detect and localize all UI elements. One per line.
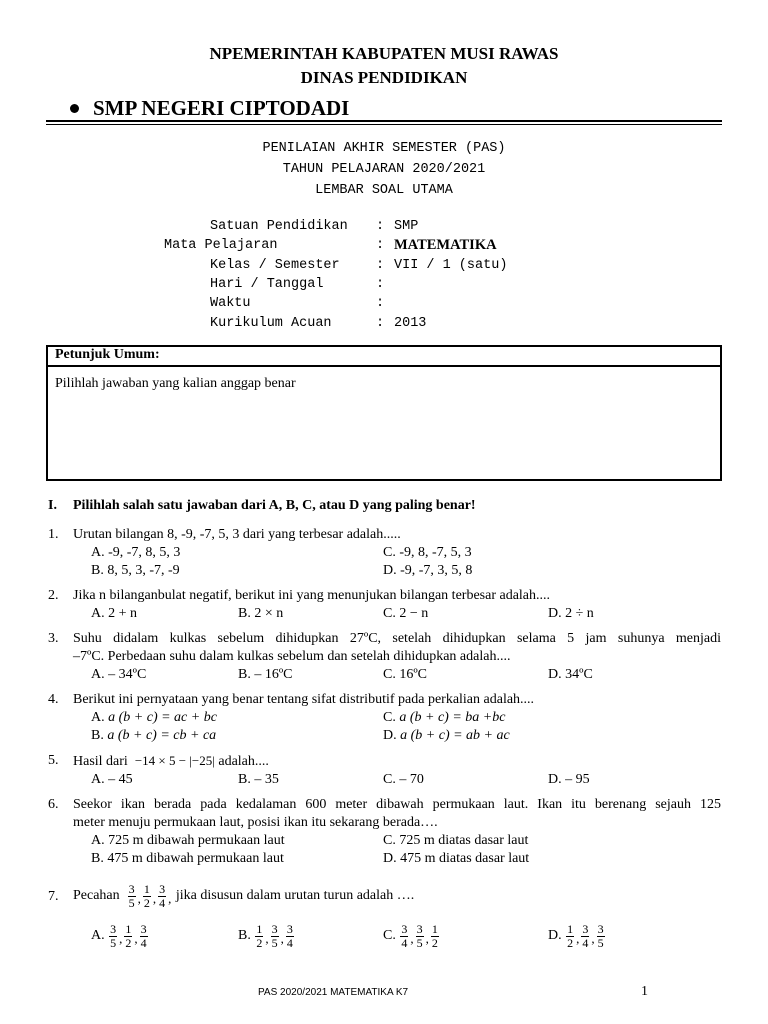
fraction-separator: , <box>168 891 172 907</box>
option-d: D. 475 m diatas dasar laut <box>383 851 530 866</box>
fraction-list <box>254 923 295 950</box>
footer-text: PAS 2020/2021 MATEMATIKA K7 <box>258 987 409 998</box>
identity-label: Satuan Pendidikan <box>210 219 348 234</box>
question-text: Jika n bilanganbulat negatif, berikut ini yang menunjukan bilangan terbesar adalah.... <box>73 588 551 603</box>
identity-label: Hari / Tanggal <box>210 277 324 292</box>
option-label: D. <box>548 928 562 943</box>
fraction-numerator: 3 <box>110 921 117 936</box>
fraction-numerator: 1 <box>431 921 438 936</box>
fraction-denominator: 4 <box>401 935 408 950</box>
option-a: A. -9, -7, 8, 5, 3 <box>91 545 181 560</box>
option-label: C. <box>383 928 396 943</box>
fraction-numerator: 3 <box>597 921 604 936</box>
option-label: B. <box>238 928 251 943</box>
fraction-numerator: 3 <box>159 881 166 896</box>
instructions-header-box <box>46 345 722 366</box>
fraction-numerator: 3 <box>128 881 135 896</box>
header-department: DINAS PENDIDIKAN <box>300 68 468 87</box>
exam-title: PENILAIAN AKHIR SEMESTER (PAS) <box>262 141 506 156</box>
fraction-denominator: 5 <box>110 935 117 950</box>
option-a: A. 2 + n <box>91 606 138 621</box>
option-c <box>383 709 505 727</box>
fraction <box>158 883 166 910</box>
fraction-denominator: 5 <box>416 935 423 950</box>
option-c <box>383 918 440 954</box>
fraction <box>255 923 263 950</box>
fraction-numerator: 1 <box>256 921 263 936</box>
fraction <box>431 923 439 950</box>
identity-colon: : <box>376 238 385 253</box>
fraction-denominator: 2 <box>567 935 574 950</box>
option-a: A. – 45 <box>91 772 133 787</box>
question-text <box>73 752 269 771</box>
option-d <box>548 918 606 954</box>
option-d: D. 2 ÷ n <box>548 606 594 621</box>
option-expression: a (b + c) = ba +bc <box>399 710 506 725</box>
option-d: D. -9, -7, 3, 5, 8 <box>383 563 473 578</box>
fraction-separator: , <box>119 931 123 947</box>
page-number: 1 <box>641 984 648 999</box>
option-d <box>383 727 510 745</box>
option-a: A. 725 m dibawah permukaan laut <box>91 833 285 848</box>
school-name-text: SMP NEGERI CIPTODADI <box>93 96 350 120</box>
fraction-denominator: 5 <box>597 935 604 950</box>
fraction-denominator: 2 <box>143 895 150 910</box>
option-c: C. -9, 8, -7, 5, 3 <box>383 545 472 560</box>
identity-label: Kelas / Semester <box>210 258 340 273</box>
bullet-icon <box>70 104 79 113</box>
instructions-text: Pilihlah jawaban yang kalian anggap benar <box>55 376 296 391</box>
option-expression: a (b + c) = ab + ac <box>400 728 510 743</box>
section-number: I. <box>48 498 57 513</box>
identity-value: 2013 <box>394 316 427 331</box>
identity-label: Kurikulum Acuan <box>210 316 332 331</box>
question-text: Urutan bilangan 8, -9, -7, 5, 3 dari yang terbesar adalah..... <box>73 527 401 542</box>
fraction <box>400 923 408 950</box>
fraction <box>581 923 589 950</box>
fraction <box>140 923 148 950</box>
question-number: 7. <box>48 889 59 904</box>
fraction-numerator: 1 <box>567 921 574 936</box>
question-number: 6. <box>48 797 59 812</box>
identity-colon: : <box>376 296 385 311</box>
option-b: B. 8, 5, 3, -7, -9 <box>91 563 180 578</box>
option-d: D. – 95 <box>548 772 590 787</box>
fraction-separator: , <box>152 891 157 907</box>
header-divider <box>46 120 722 122</box>
option-b <box>91 727 216 745</box>
fraction-numerator: 3 <box>401 921 408 936</box>
option-b <box>238 918 295 954</box>
fraction-denominator: 2 <box>256 935 263 950</box>
question-text: Berikut ini pernyataan yang benar tentang sifat distributif pada perkalian adalah.... <box>73 692 535 707</box>
identity-label: Waktu <box>210 296 251 311</box>
question-text: Seekor ikan berada pada kedalaman 600 meter dibawah permukaan laut. Ikan itu berenang sejauh 125 <box>73 797 721 812</box>
question-text-cont: meter menuju permukaan laut, posisi ikan itu sekarang berada…. <box>73 815 438 830</box>
school-name <box>70 96 349 121</box>
fraction-denominator: 4 <box>286 935 293 950</box>
identity-value: SMP <box>394 219 419 234</box>
identity-colon: : <box>376 277 385 292</box>
fraction <box>566 923 574 950</box>
identity-colon: : <box>376 219 385 234</box>
identity-label: Mata Pelajaran <box>164 238 278 253</box>
identity-colon: : <box>376 316 385 331</box>
fraction-separator: , <box>134 931 138 947</box>
fraction-separator: , <box>280 931 284 947</box>
fraction <box>597 923 605 950</box>
question-number: 2. <box>48 588 59 603</box>
fraction <box>286 923 294 950</box>
fraction <box>124 923 132 950</box>
fraction-separator: , <box>425 931 429 947</box>
option-label: A. <box>91 928 105 943</box>
fraction-numerator: 3 <box>286 921 293 936</box>
fraction-separator: , <box>591 931 595 947</box>
option-c: C. – 70 <box>383 772 424 787</box>
question-text: Suhu didalam kulkas sebelum dihidupkan 27ºC, setelah dihidupkan selama 5 jam suhunya menjadi <box>73 631 721 646</box>
option-expression: a (b + c) = cb + ca <box>107 728 217 743</box>
option-expression: a (b + c) = ac + bc <box>108 710 217 725</box>
question-number: 3. <box>48 631 59 646</box>
question-expression: −14 × 5 − |−25| <box>134 753 215 768</box>
question-number: 1. <box>48 527 59 542</box>
question-number: 4. <box>48 692 59 707</box>
fraction-separator: , <box>576 931 580 947</box>
option-b: B. 2 × n <box>238 606 284 621</box>
option-b: B. – 35 <box>238 772 279 787</box>
exam-sheet-type: LEMBAR SOAL UTAMA <box>315 183 453 198</box>
fraction-list <box>108 923 149 950</box>
fraction-numerator: 3 <box>140 921 147 936</box>
fraction-numerator: 3 <box>416 921 423 936</box>
fraction-denominator: 2 <box>431 935 438 950</box>
option-label: A. <box>91 710 109 725</box>
fraction <box>128 883 136 910</box>
fraction-numerator: 3 <box>582 921 589 936</box>
header-government: NPEMERINTAH KABUPATEN MUSI RAWAS <box>209 44 559 63</box>
fraction-denominator: 5 <box>271 935 278 950</box>
identity-value: MATEMATIKA <box>394 237 497 253</box>
fraction-separator: , <box>265 931 269 947</box>
instructions-body-box <box>46 365 722 481</box>
fraction <box>271 923 279 950</box>
question-text <box>73 878 414 914</box>
option-b: B. 475 m dibawah permukaan laut <box>91 851 284 866</box>
fraction-denominator: 4 <box>582 935 589 950</box>
question-text-cont: –7ºC. Perbedaan suhu dalam kulkas sebelum dan setelah dihidupkan adalah.... <box>73 649 511 664</box>
fraction <box>143 883 151 910</box>
header-divider-thin <box>46 124 722 125</box>
identity-colon: : <box>376 258 385 273</box>
option-label: B. <box>91 728 108 743</box>
instructions-heading: Petunjuk Umum: <box>55 347 160 362</box>
fraction <box>416 923 424 950</box>
question-text-post: jika disusun dalam urutan turun adalah …. <box>175 888 415 903</box>
question-number: 5. <box>48 753 59 768</box>
fraction-list <box>565 923 606 950</box>
option-label: C. <box>383 710 400 725</box>
question-text-post: adalah.... <box>218 754 269 769</box>
fraction-list <box>399 923 440 950</box>
option-label: D. <box>383 728 401 743</box>
fraction-list <box>127 883 173 910</box>
fraction-denominator: 2 <box>125 935 132 950</box>
fraction-separator: , <box>410 931 414 947</box>
option-d: D. 34ºC <box>548 667 593 682</box>
option-c: C. 725 m diatas dasar laut <box>383 833 529 848</box>
question-text-pre: Pecahan <box>73 888 120 903</box>
fraction-denominator: 4 <box>159 895 166 910</box>
question-text-pre: Hasil dari <box>73 754 128 769</box>
fraction-denominator: 5 <box>128 895 135 910</box>
fraction <box>109 923 117 950</box>
option-a: A. – 34ºC <box>91 667 147 682</box>
option-b: B. – 16ºC <box>238 667 293 682</box>
option-a <box>91 918 149 954</box>
option-a <box>91 709 217 727</box>
fraction-numerator: 3 <box>271 921 278 936</box>
fraction-numerator: 1 <box>143 881 150 896</box>
section-title: Pilihlah salah satu jawaban dari A, B, C, atau D yang paling benar! <box>73 498 476 513</box>
fraction-numerator: 1 <box>125 921 132 936</box>
fraction-separator: , <box>137 891 141 907</box>
option-c: C. 16ºC <box>383 667 428 682</box>
fraction-denominator: 4 <box>140 935 147 950</box>
option-c: C. 2 − n <box>383 606 429 621</box>
identity-value: VII / 1 (satu) <box>394 258 508 273</box>
exam-year: TAHUN PELAJARAN 2020/2021 <box>282 162 486 177</box>
